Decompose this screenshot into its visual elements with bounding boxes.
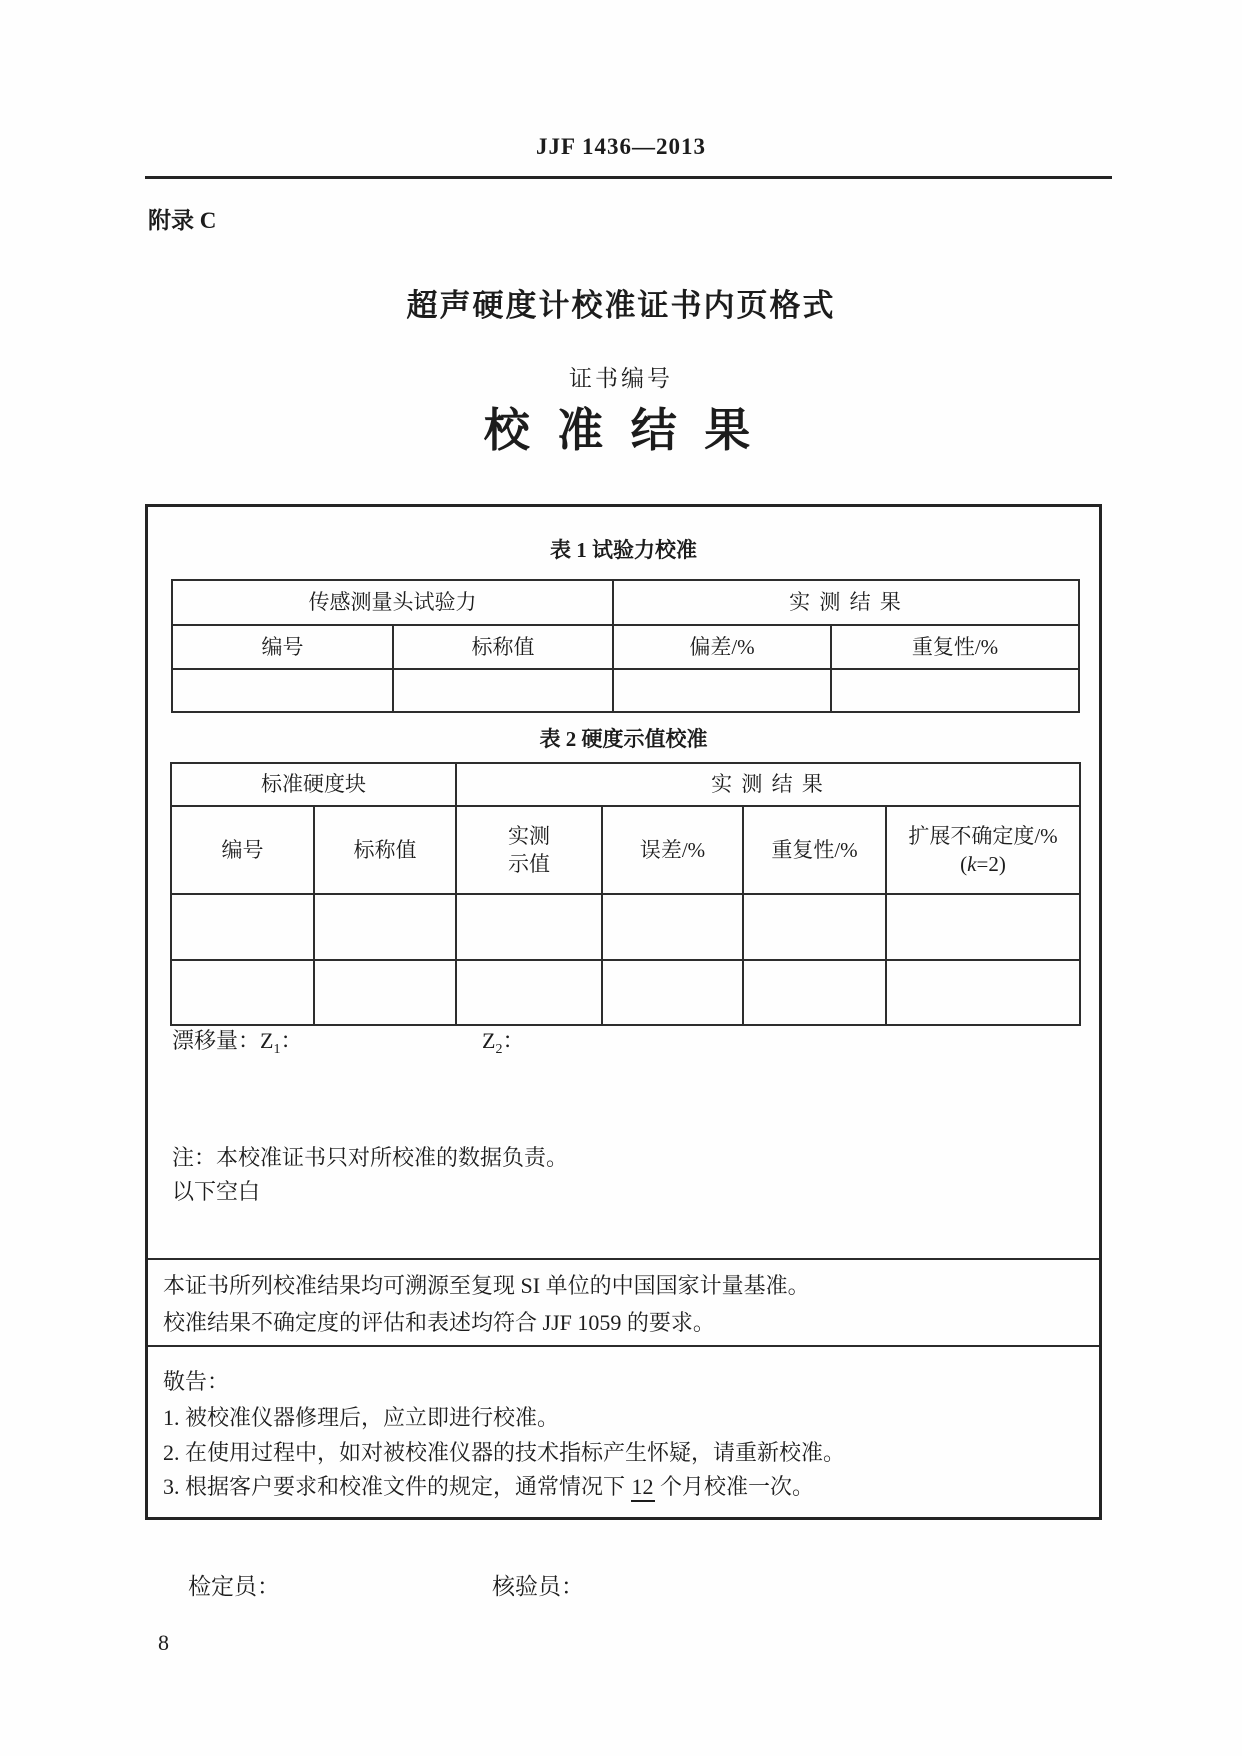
table2-empty-cell xyxy=(171,894,314,960)
divider-line xyxy=(148,1258,1099,1260)
z2-colon: ： xyxy=(502,1028,525,1053)
notice-item-1: 1. 被校准仪器修理后，应立即进行校准。 xyxy=(163,1405,560,1430)
uncertainty-paren: ( xyxy=(960,852,968,876)
table2-empty-cell xyxy=(886,894,1080,960)
notice-item-3-months: 12 xyxy=(631,1474,655,1502)
results-box xyxy=(145,504,1102,1520)
table2-empty-cell xyxy=(743,960,886,1025)
table2-col-error: 误差/% xyxy=(602,806,743,894)
table2-data-row xyxy=(171,960,1080,1025)
table2-data-row xyxy=(171,894,1080,960)
table2-caption: 表 2 硬度示值校准 xyxy=(539,727,708,751)
table2-col-uncertainty-line1: 扩展不确定度/% xyxy=(908,823,1058,848)
table1-caption: 表 1 试验力校准 xyxy=(550,538,697,562)
z-letter: Z xyxy=(260,1028,274,1053)
table2-empty-cell xyxy=(314,894,456,960)
notice-item-3-prefix: 3. 根据客户要求和校准文件的规定，通常情况下 xyxy=(163,1474,631,1499)
verifier-label: 检定员： xyxy=(188,1574,280,1599)
uncertainty-statement: 校准结果不确定度的评估和表述均符合 JJF 1059 的要求。 xyxy=(163,1310,715,1335)
notice-title: 敬告： xyxy=(163,1369,230,1394)
table1-col-number: 编号 xyxy=(172,625,393,669)
table2-col-uncertainty xyxy=(886,806,1080,894)
table2-column-header-row xyxy=(171,806,1080,894)
z1-subscript: 1 xyxy=(273,1042,281,1057)
table2-col-measured-line1: 实测 xyxy=(508,823,550,848)
table1-col-repeatability: 重复性/% xyxy=(831,625,1079,669)
table2-hardness-indication xyxy=(170,762,1081,1026)
z-letter: Z xyxy=(482,1028,496,1053)
table2-group-header-left: 标准硬度块 xyxy=(171,763,456,806)
z1-colon: ： xyxy=(280,1028,303,1053)
table1-empty-cell xyxy=(613,669,831,712)
table2-group-header-right: 实 测 结 果 xyxy=(456,763,1080,806)
table1-empty-cell xyxy=(393,669,613,712)
table2-empty-cell xyxy=(886,960,1080,1025)
table2-col-measured-line2: 示值 xyxy=(508,852,550,876)
table1-data-row xyxy=(172,669,1079,712)
z2-subscript: 2 xyxy=(495,1042,503,1057)
table2-col-nominal: 标称值 xyxy=(314,806,456,894)
appendix-title: 超声硬度计校准证书内页格式 xyxy=(406,288,836,323)
table2-empty-cell xyxy=(171,960,314,1025)
table1-col-nominal: 标称值 xyxy=(393,625,613,669)
notice-item-3 xyxy=(163,1473,814,1501)
table2-col-number: 编号 xyxy=(171,806,314,894)
appendix-label: 附录 C xyxy=(148,208,217,233)
table2-group-header-row xyxy=(171,763,1080,806)
page-title: 校 准 结 果 xyxy=(483,405,759,456)
table2-empty-cell xyxy=(602,894,743,960)
uncertainty-value: =2) xyxy=(976,852,1006,876)
checker-label: 核验员： xyxy=(492,1574,584,1599)
table2-col-repeatability: 重复性/% xyxy=(743,806,886,894)
table2-col-uncertainty-line2 xyxy=(887,850,1079,878)
table1-col-deviation: 偏差/% xyxy=(613,625,831,669)
document-number: JJF 1436—2013 xyxy=(536,134,706,159)
table1-group-header-right: 实 测 结 果 xyxy=(613,580,1079,625)
blank-below-note: 以下空白 xyxy=(172,1179,261,1204)
page-number: 8 xyxy=(158,1630,169,1655)
table1-empty-cell xyxy=(831,669,1079,712)
table2-empty-cell xyxy=(456,960,602,1025)
table2-empty-cell xyxy=(602,960,743,1025)
drift-label: 漂移量： xyxy=(172,1028,261,1053)
drift-z1-symbol xyxy=(260,1028,303,1057)
table2-empty-cell xyxy=(456,894,602,960)
table2-empty-cell xyxy=(743,894,886,960)
notice-item-2: 2. 在使用过程中，如对被校准仪器的技术指标产生怀疑，请重新校准。 xyxy=(163,1440,846,1465)
responsibility-note: 注：本校准证书只对所校准的数据负责。 xyxy=(172,1145,569,1170)
drift-z2-symbol xyxy=(482,1027,524,1064)
table1-column-header-row xyxy=(172,625,1079,669)
table2-empty-cell xyxy=(314,960,456,1025)
drift-line xyxy=(172,1027,1072,1064)
divider-line xyxy=(148,1345,1099,1347)
notice-item-3-suffix: 个月校准一次。 xyxy=(654,1474,815,1499)
table2-col-measured xyxy=(456,806,602,894)
table1-empty-cell xyxy=(172,669,393,712)
traceability-statement: 本证书所列校准结果均可溯源至复现 SI 单位的中国国家计量基准。 xyxy=(163,1273,810,1298)
header-rule xyxy=(145,176,1112,179)
certificate-number-label: 证书编号 xyxy=(569,366,673,391)
table1-group-header-row xyxy=(172,580,1079,625)
table1-group-header-left: 传感测量头试验力 xyxy=(172,580,613,625)
uncertainty-k-symbol: k xyxy=(967,852,977,876)
table1-test-force xyxy=(171,579,1080,713)
